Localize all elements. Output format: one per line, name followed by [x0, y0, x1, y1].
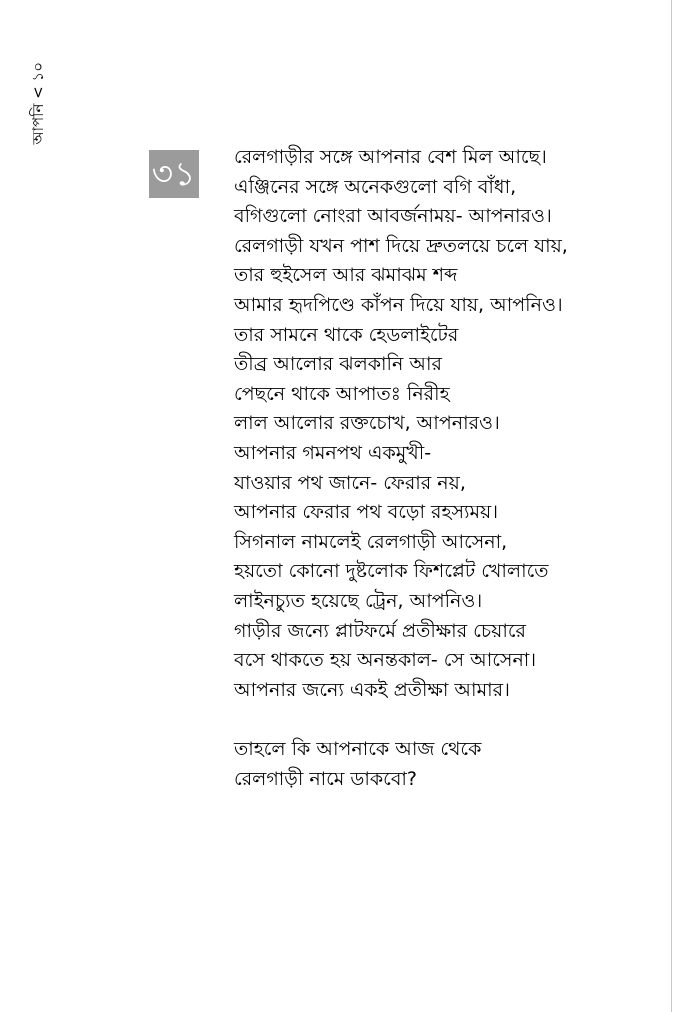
- stanza-break: [234, 705, 659, 735]
- poem-line: এঞ্জিনের সঙ্গে অনেকগুলো বগি বাঁধা,: [234, 175, 517, 198]
- poem-line: গাড়ীর জন্যে প্লাটফর্মে প্রতীক্ষার চেয়ারে: [234, 619, 526, 642]
- running-head: [24, 62, 52, 152]
- poem-line: আমার হৃদপিণ্ডে কাঁপন দিয়ে যায়, আপনিও।: [234, 293, 563, 316]
- poem-line: রেলগাড়ীর সঙ্গে আপনার বেশ মিল আছে।: [234, 146, 547, 168]
- poem-line: পেছনে থাকে আপাতঃ নিরীহ: [234, 382, 450, 405]
- poem-body: [234, 143, 659, 794]
- poem-line: লাল আলোর রক্তচোখ, আপনারও।: [234, 412, 500, 435]
- page-edge-divider: [671, 0, 672, 1012]
- poem-number-text: ৩১: [151, 154, 197, 193]
- poem-line: আপনার ফেরার পথ বড়ো রহস্যময়।: [234, 501, 499, 524]
- poem-line: আপনার জন্যে একই প্রতীক্ষা আমার।: [234, 678, 510, 701]
- poem-line: হয়তো কোনো দুষ্টলোক ফিশপ্লেট খোলাতে: [234, 560, 549, 583]
- poem-line: রেলগাড়ী নামে ডাকবো?: [234, 767, 417, 790]
- poem-line: তার সামনে থাকে হেডলাইটের: [234, 323, 459, 346]
- poem-line: বসে থাকতে হয় অনন্তকাল- সে আসেনা।: [234, 649, 537, 672]
- stanza-1: [234, 143, 659, 705]
- poem-line: যাওয়ার পথ জানে- ফেরার নয়,: [234, 471, 466, 494]
- poem-line: তাহলে কি আপনাকে আজ থেকে: [234, 738, 482, 761]
- poem-line: তীব্র আলোর ঝলকানি আর: [234, 353, 442, 376]
- poem-line: আপনার গমনপথ একমুখী-: [234, 441, 432, 464]
- poem-line: লাইনচ্যুত হয়েছে ট্রেন, আপনিও।: [234, 589, 483, 612]
- poem-number-badge: [149, 150, 199, 198]
- stanza-2: [234, 735, 659, 794]
- poem-line: সিগনাল নামলেই রেলগাড়ী আসেনা,: [234, 530, 508, 553]
- running-head-text: আপনি < ১০: [28, 62, 47, 145]
- poem-line: বগিগুলো নোংরা আবর্জনাময়- আপনারও।: [234, 205, 552, 228]
- poem-line: রেলগাড়ী যখন পাশ দিয়ে দ্রুতলয়ে চলে যায়,: [234, 234, 568, 257]
- poem-line: তার হুইসেল আর ঝমাঝম শব্দ: [234, 264, 458, 287]
